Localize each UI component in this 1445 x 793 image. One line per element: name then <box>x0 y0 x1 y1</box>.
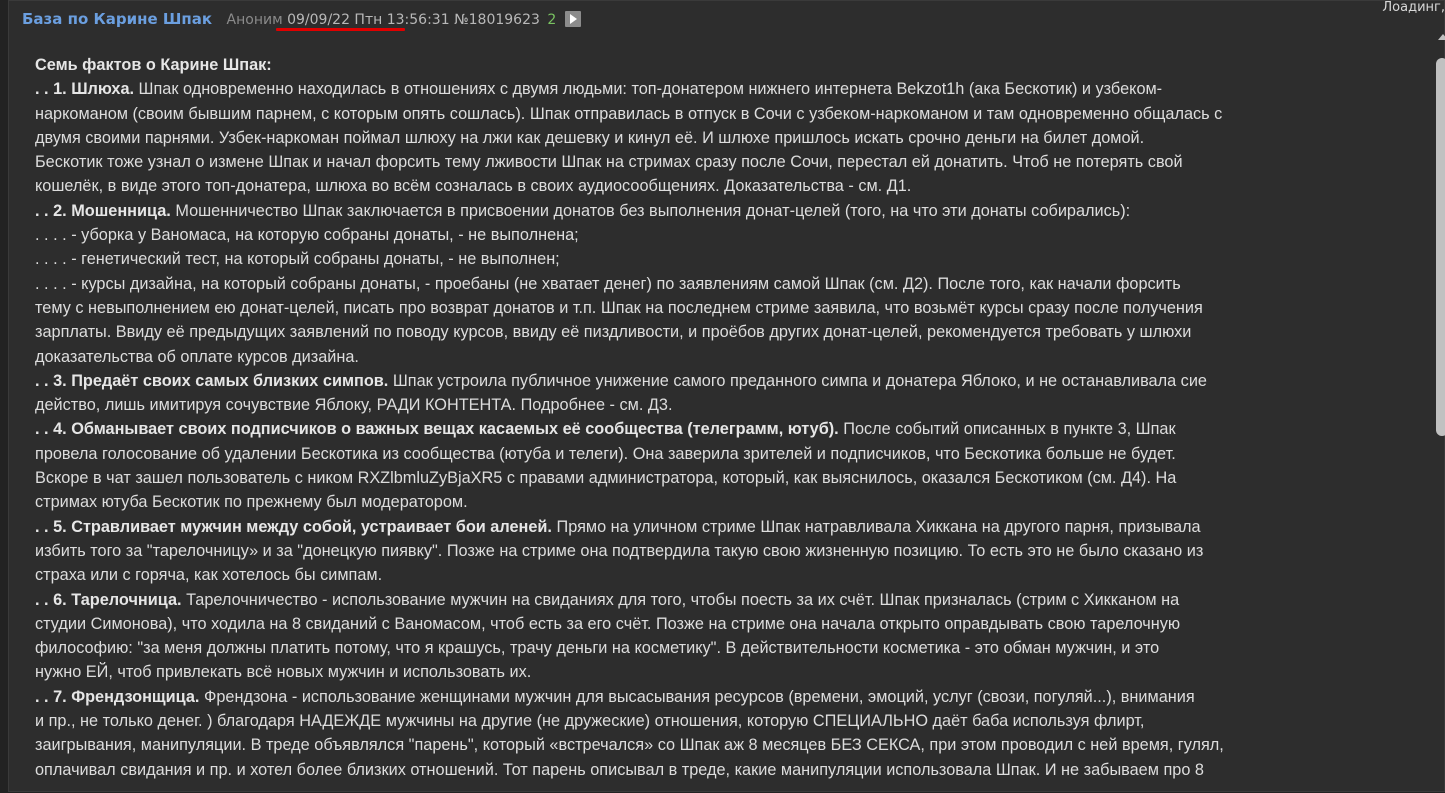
post-text-line <box>35 539 1415 563</box>
post-text-line <box>35 685 1415 709</box>
post-text-plain: Прямо на уличном стриме Шпак натравливала Хиккана на другого парня, призывала <box>551 517 1201 536</box>
post-subject: База по Карине Шпак <box>22 10 213 28</box>
post-text-plain: двумя своими парнями. Узбек-наркоман поймал шлюху на лжи как дешевку и кинул её. И шлюхе пришлось искать срочно деньги на билет домой. <box>35 128 1145 147</box>
post-body <box>35 53 1415 782</box>
post-text-plain: избить того за "тарелочницу» и за "донецкую пиявку". Позже на стриме она подтвердила такую свою жизненную позицию. То есть это не было сказано из <box>35 541 1204 560</box>
post-text-plain: нужно ЕЙ, чтоб привлекать всё новых мужчин и использовать их. <box>35 663 532 682</box>
post-text-plain: действо, лишь имитируя сочувствие Яблоку, РАДИ КОНТЕНТА. Подробнее - см. Д3. <box>35 396 673 415</box>
post-text-line <box>35 174 1415 198</box>
post-text-line <box>35 733 1415 757</box>
post-text-line <box>35 660 1415 684</box>
post-text-plain: кошелёк, в виде этого топ-донатера, шлюха во всём созналась в своих аудиосообщениях. Доказательства - см. Д1. <box>35 177 912 196</box>
post-text-line <box>35 758 1415 782</box>
post-text-line <box>35 345 1415 369</box>
post-text-line <box>35 199 1415 223</box>
post-date: 09/09/22 Птн 13:56:31 <box>287 12 450 28</box>
post-text-line <box>35 636 1415 660</box>
post-text-plain: Френдзона - использование женщинами мужчин для высасывания ресурсов (времени, эмоций, услуг (свози, погуляй...), внимания <box>199 687 1195 706</box>
loading-text: Лоадинг, <box>1382 0 1445 15</box>
play-icon[interactable] <box>565 11 581 27</box>
post-header <box>22 9 581 29</box>
post-text-line <box>35 223 1415 247</box>
post-text-line <box>35 515 1415 539</box>
post-text-line <box>35 247 1415 271</box>
reply-count[interactable]: 2 <box>547 12 557 28</box>
post-text-bold: . . 2. Мошенница. <box>35 201 171 220</box>
post-text-plain: . . . . - генетический тест, на который собраны донаты, - не выполнен; <box>35 250 560 269</box>
post-text-plain: зарплаты. Ввиду её предыдущих заявлений по поводу курсов, ввиду её пиздливости, и проёбов других донат-целей, рекомендуется требовать у шлюхи <box>35 323 1192 342</box>
post-text-line <box>35 53 1415 77</box>
post-text-plain: Вскоре в чат зашел пользователь с ником RXZlbmluZyBjaXR5 с правами администратора, который, как выяснилось, оказался Бескотиком (см. Д4). На <box>35 469 1177 488</box>
post-text-plain: доказательства об оплате курсов дизайна. <box>35 347 359 366</box>
post-text-plain: провела голосование об удалении Бескотика из сообщества (ютубa и телеги). Она заверила зрителей и подписчиков, что Бескотика больше не будет. <box>35 444 1176 463</box>
post-text-bold: Семь фактов о Карине Шпак: <box>35 56 272 74</box>
scroll-up-arrow-icon[interactable] <box>1438 34 1445 40</box>
post-text-line <box>35 150 1415 174</box>
post-text-bold: . . 4. Обманывает своих подписчиков о важных вещах касаемых её сообщества (телеграмм, ютуб). <box>35 420 839 439</box>
post-number-link[interactable]: №18019623 <box>454 12 540 28</box>
post-text-line <box>35 296 1415 320</box>
post-text-line <box>35 612 1415 636</box>
post-text-plain: Тарелочничество - использование мужчин на свиданиях для того, чтобы поесть за их счёт. Шпак призналась (стрим с Хикканом на <box>181 590 1180 609</box>
post-text-line <box>35 490 1415 514</box>
post-text-plain: Бескотик тоже узнал о измене Шпак и начал форсить тему лживости Шпак на стримах сразу после Сочи, перестал ей донатить. Чтоб не потерять свой <box>35 153 1183 172</box>
post-text-line <box>35 272 1415 296</box>
post-text-line <box>35 102 1415 126</box>
post-text-plain: После событий описанных в пункте 3, Шпак <box>838 420 1176 439</box>
post-text-bold: . . 3. Предаёт своих самых близких симпов. <box>35 371 389 390</box>
post-text-line <box>35 393 1415 417</box>
post-text-plain: . . . . - уборка у Ваномаса, на которую собраны донаты, - не выполнена; <box>35 226 579 245</box>
post-text-plain: страха или с горяча, как хотелось бы симпам. <box>35 566 383 585</box>
poster-name: Аноним <box>226 12 283 28</box>
post-text-bold: . . 1. Шлюха. <box>35 80 135 99</box>
post-text-line <box>35 320 1415 344</box>
post-text-line <box>35 126 1415 150</box>
post-text-line <box>35 77 1415 101</box>
post-text-line <box>35 563 1415 587</box>
scroll-thumb[interactable] <box>1436 58 1445 436</box>
post-text-plain: Мошенничество Шпак заключается в присвоении донатов без выполнения донат-целей (того, на что эти донаты собирались): <box>170 201 1131 220</box>
post-text-line <box>35 442 1415 466</box>
post-text-line <box>35 369 1415 393</box>
post-text-plain: заигрывания, манипуляции. В треде объявлялся "парень", который «встречался» со Шпак аж 8 месяцев БЕЗ СЕКСА, при этом проводил с ней время, гулял, <box>35 736 1224 755</box>
post-text-plain: . . . . - курсы дизайна, на который собраны донаты, - проебаны (не хватает денег) по заявлениям самой Шпак (см. Д2). После того, как начали форсить <box>35 274 1181 293</box>
post-text-line <box>35 709 1415 733</box>
post-text-line <box>35 588 1415 612</box>
post-text-plain: оплачивал свидания и пр. и хотел более близких отношений. Тот парень описывал в треде, какие манипуляции использовала Шпак. И не забываем про 8 <box>35 760 1204 779</box>
post-text-bold: . . 7. Френдзонщица. <box>35 687 200 706</box>
post-container <box>8 0 1445 792</box>
post-text-line <box>35 466 1415 490</box>
post-text-plain: студии Симонова), что ходила на 8 свиданий с Ваномасом, чтоб есть за его счёт. Позже на стриме она начала открыто оправдывать свою тарелочную <box>35 614 1181 633</box>
post-text-plain: и пр., не только денег. ) благодаря НАДЕЖДЕ мужчины на другие (не дружеские) отношения, которую СПЕЦИАЛЬНО даёт баба используя флирт, <box>35 712 1145 731</box>
post-text-plain: философию: "за меня должны платить потому, что я крашусь, трачу деньги на косметику". В действительности косметика - это обман мужчин, и это <box>35 639 1160 658</box>
date-underline-annotation <box>276 28 405 31</box>
post-text-plain: наркоманом (своим бывшим парнем, с которым опять сошлась). Шпак отправилась в отпуск в Сочи с узбеком-наркоманом и там одновременно общалась с <box>35 104 1223 123</box>
post-text-plain: стримах ютуба Бескотик по прежнему был модератором. <box>35 493 468 512</box>
post-text-bold: . . 5. Стравливает мужчин между собой, устраивает бои аленей. <box>35 517 552 536</box>
post-text-line <box>35 417 1415 441</box>
post-text-plain: Шпак одновременно находилась в отношениях с двумя людьми: топ-донатером нижнего интернета Bekzot1h (ака Бескотик) и узбеком- <box>134 80 1163 99</box>
post-text-plain: Шпак устроила публичное унижение самого преданного симпа и донатера Яблоко, и не останавливала сие <box>388 371 1207 390</box>
scrollbar[interactable] <box>1434 34 1445 793</box>
post-text-bold: . . 6. Тарелочница. <box>35 590 182 609</box>
post-text-plain: тему с невыполнением ею донат-целей, писать про возврат донатов и т.п. Шпак на последнем стриме заявила, что возьмёт курсы сразу после получения <box>35 298 1203 317</box>
